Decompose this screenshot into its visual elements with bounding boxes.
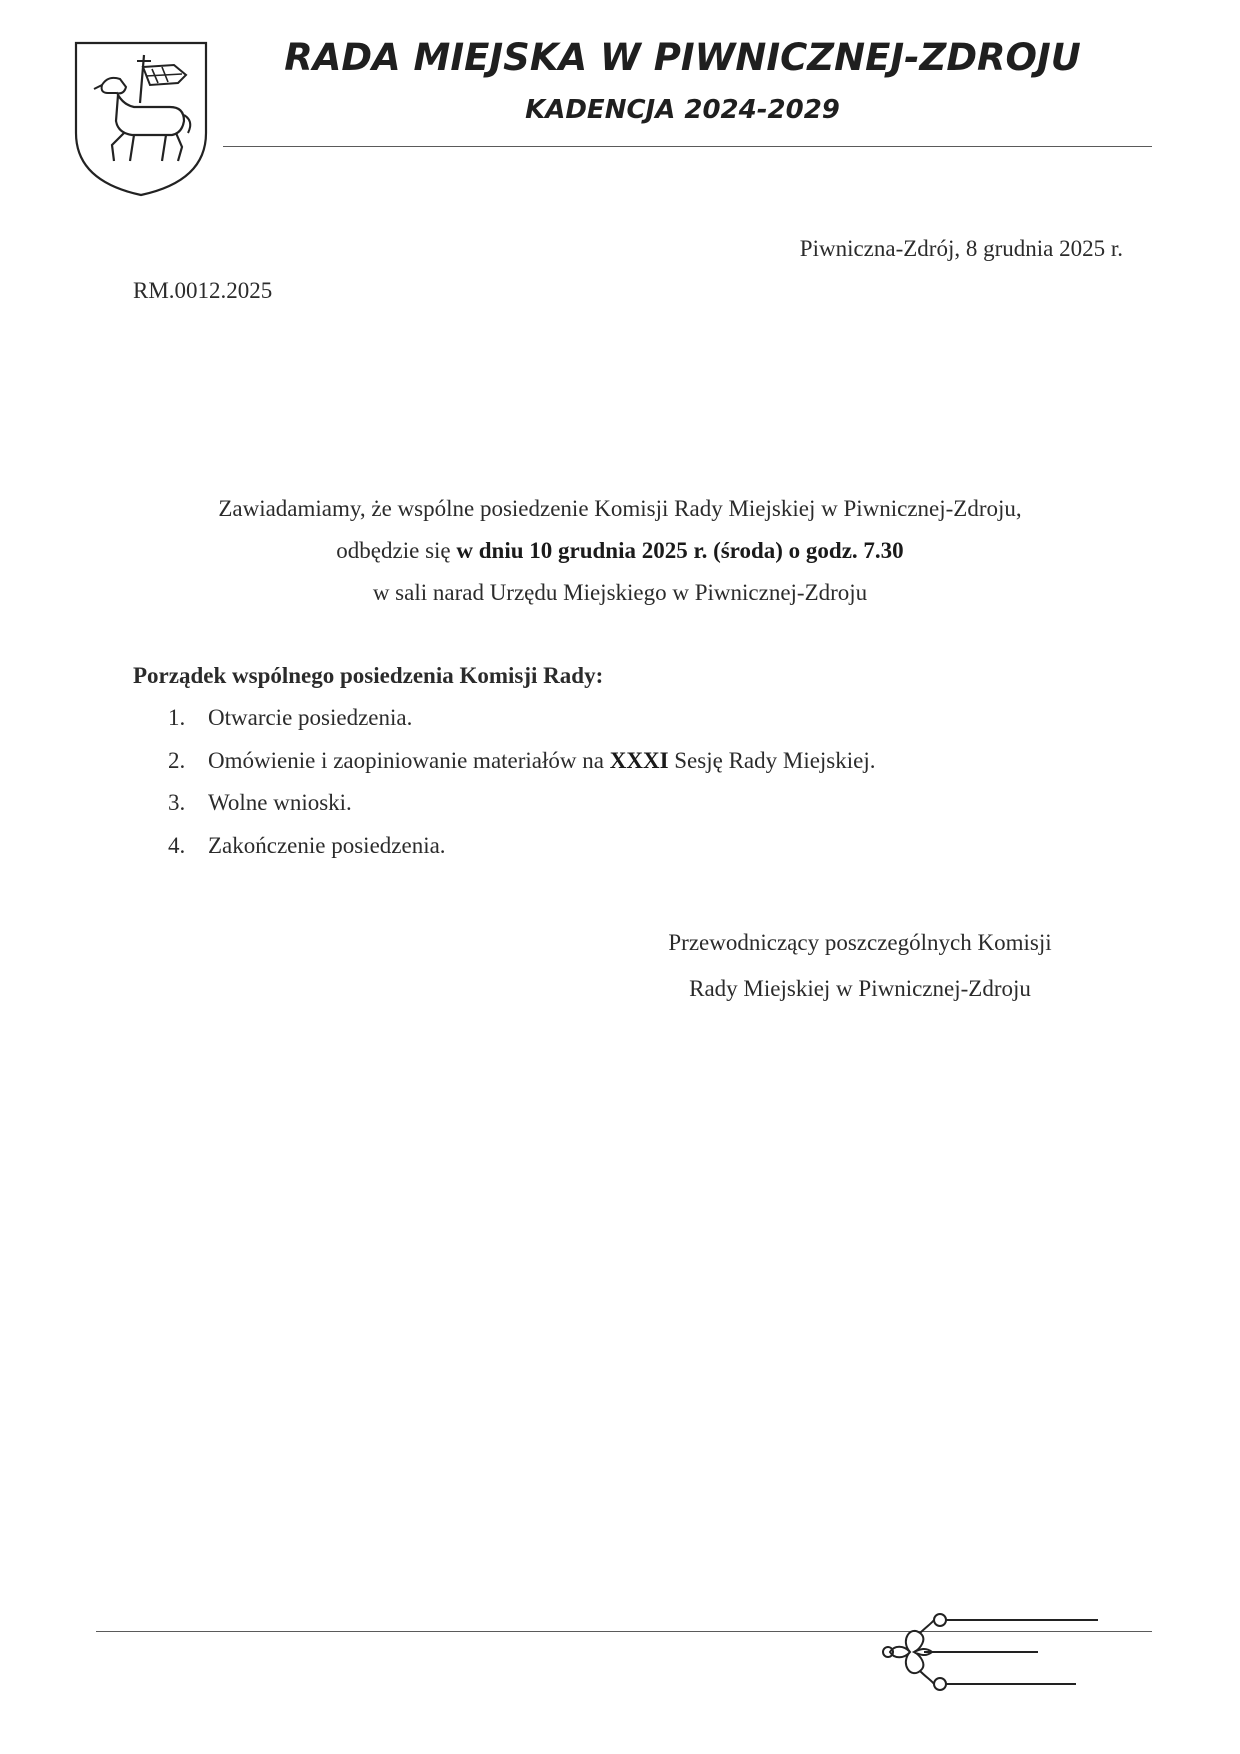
agenda-item [168,705,876,748]
place-and-date: Piwniczna-Zdrój, 8 grudnia 2025 r. [799,236,1123,261]
coat-of-arms-icon [74,41,208,197]
notice-line-3: w sali narad Urzędu Miejskiego w Piwnicznej-Zdroju [372,580,868,605]
agenda-item-number: 4. [168,832,186,858]
agenda-title: Porządek wspólnego posiedzenia Komisji Rady: [133,663,604,688]
agenda-item-text-post: Sesję Rady Miejskiej. [668,747,876,773]
agenda-item-text-pre: Omówienie i zaopiniowanie materiałów na [208,747,610,773]
agenda-item-number: 3. [168,790,186,815]
agenda-item [168,748,876,791]
agenda-item-text: Zakończenie posiedzenia. [208,832,446,858]
agenda-item-number: 2. [168,747,186,773]
notice-line-2-prefix: odbędzie się [336,538,457,563]
council-title: RADA MIEJSKA W PIWNICZNEJ-ZDROJU [284,36,1081,79]
session-number: XXXI [609,747,669,773]
reference-number: RM.0012.2025 [133,278,273,303]
signature-block [640,920,1080,1012]
notice-line-2 [100,530,1140,572]
term-subtitle: KADENCJA 2024-2029 [525,95,840,125]
meeting-date-time: w dniu 10 grudnia 2025 r. (środa) o godz. 7.30 [456,538,904,563]
notice-line-1: Zawiadamiamy, że wspólne posiedzenie Komisji Rady Miejskiej w Piwnicznej-Zdroju, [218,496,1022,521]
agenda-item-text: Wolne wnioski. [208,790,352,815]
agenda-list [168,705,876,875]
agenda-item-text: Otwarcie posiedzenia. [208,705,413,730]
agenda-item [168,833,876,876]
agenda-item [168,790,876,833]
meeting-notice [100,488,1140,614]
agenda-item-text [208,748,876,791]
signature-line-2: Rady Miejskiej w Piwnicznej-Zdroju [689,976,1031,1001]
signature-line-1: Przewodniczący poszczególnych Komisji [668,930,1052,955]
decorative-swirl-icon [880,1603,1100,1703]
header-divider [223,146,1152,147]
agenda-item-number: 1. [168,705,186,730]
